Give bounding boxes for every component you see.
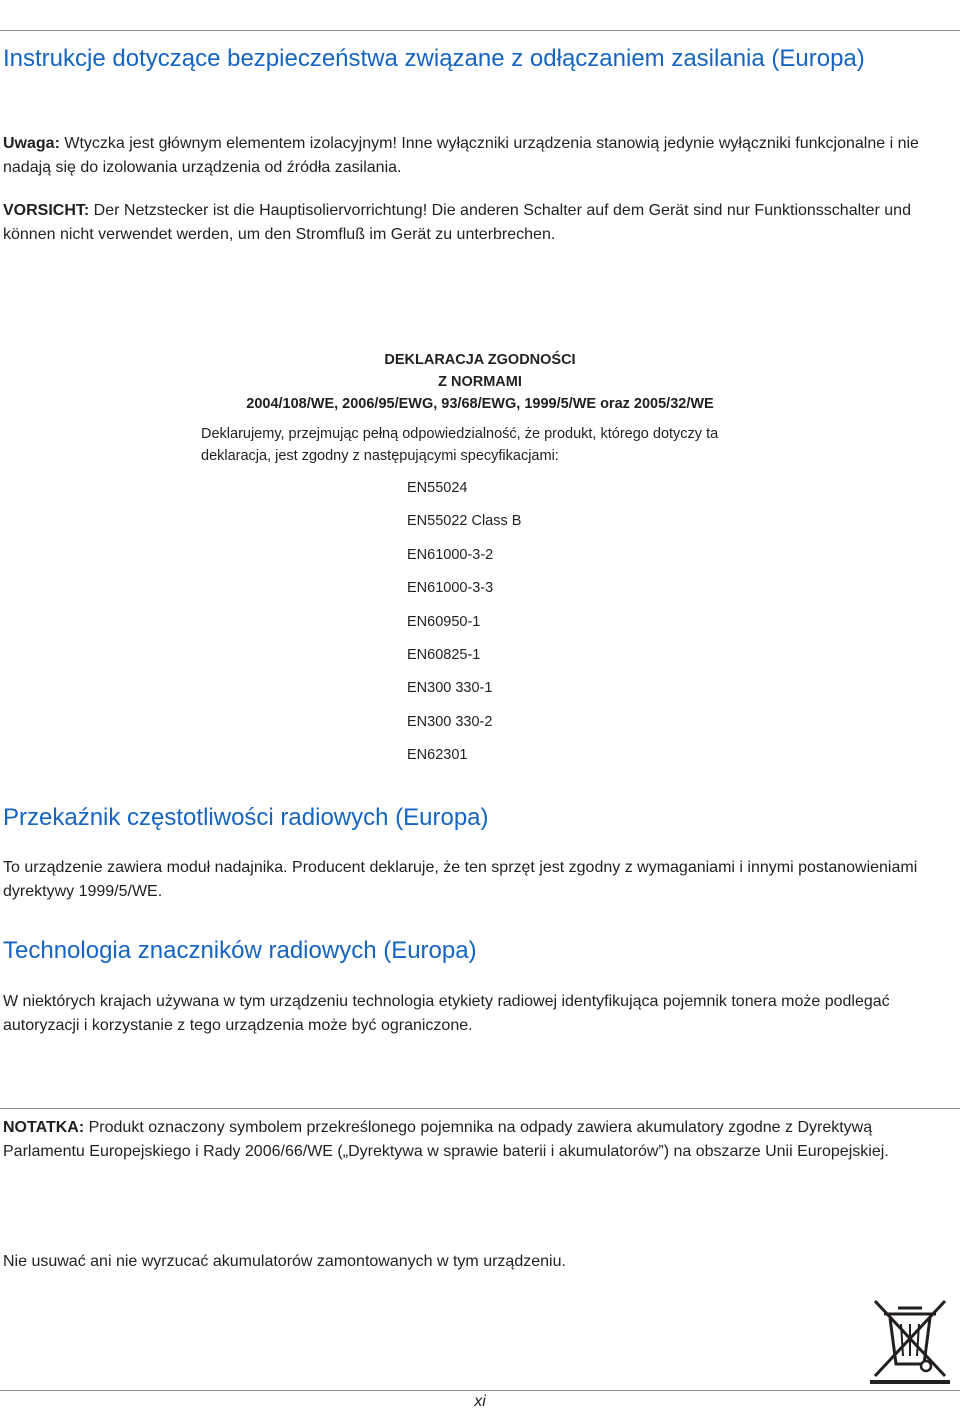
standard-item: EN62301 [407, 747, 468, 763]
declaration-subtitle: Z NORMAMI [438, 374, 522, 390]
vorsicht-text: Der Netzstecker ist die Hauptisoliervorrichtung! Die anderen Schalter auf dem Gerät sind nur Funktionsschalter und können nicht verwendet werden, um den Stromfluß im Gerät zu unterbrechen. [3, 202, 911, 243]
note-text: Produkt oznaczony symbolem przekreślonego pojemnika na odpady zawiera akumulatory zgodne z Dyrektywą Parlamentu Europejskiego i Rady 2006/66/WE („Dyrektywa w sprawie baterii i akumulatorów”) na obszarze Unii Europejskiej. [3, 1119, 889, 1160]
battery-warning: Nie usuwać ani nie wyrzucać akumulatorów zamontowanych w tym urządzeniu. [3, 1253, 566, 1270]
vorsicht-label: VORSICHT: [3, 202, 90, 219]
declaration-title: DEKLARACJA ZGODNOŚCI [384, 352, 576, 368]
uwaga-text: Wtyczka jest głównym elementem izolacyjnym! Inne wyłączniki urządzenia stanowią jedynie wyłączniki funkcjonalne i nie nadają się do izolowania urządzenia od źródła zasilania. [3, 135, 919, 176]
standard-item: EN55022 Class B [407, 513, 522, 529]
uwaga-label: Uwaga: [3, 135, 60, 152]
rf-heading: Przekaźnik częstotliwości radiowych (Europa) [3, 804, 489, 831]
note-label: NOTATKA: [3, 1119, 85, 1136]
standard-item: EN60950-1 [407, 614, 481, 630]
standard-item: EN300 330-1 [407, 680, 493, 696]
declaration-body: Deklarujemy, przejmując pełną odpowiedzialność, że produkt, którego dotyczy ta deklaracja, jest zgodny z następującymi specyfikacjami: [201, 426, 719, 464]
standard-item: EN300 330-2 [407, 714, 493, 730]
footer-rule [0, 1390, 960, 1391]
note-rule [0, 1108, 960, 1109]
rfid-heading: Technologia znaczników radiowych (Europa) [3, 937, 477, 964]
standard-item: EN61000-3-3 [407, 580, 494, 596]
safety-heading: Instrukcje dotyczące bezpieczeństwa związane z odłączaniem zasilania (Europa) [3, 45, 865, 72]
standard-item: EN60825-1 [407, 647, 481, 663]
standard-item: EN55024 [407, 480, 468, 496]
vorsicht-paragraph [3, 199, 958, 247]
uwaga-paragraph [3, 132, 958, 180]
note-paragraph [3, 1116, 958, 1164]
rfid-paragraph: W niektórych krajach używana w tym urządzeniu technologia etykiety radiowej identyfikująca pojemnik tonera może podlegać autoryzacji i korzystanie z tego urządzenia może być ograniczone. [3, 993, 890, 1034]
page-number: xi [474, 1393, 486, 1410]
rf-paragraph: To urządzenie zawiera moduł nadajnika. Producent deklaruje, że ten sprzęt jest zgodny z wymaganiami i innymi postanowieniami dyrektywy 1999/5/WE. [3, 859, 918, 900]
declaration-directives: 2004/108/WE, 2006/95/EWG, 93/68/EWG, 1999/5/WE oraz 2005/32/WE [246, 396, 714, 412]
crossed-out-wheelie-bin-icon [870, 1296, 950, 1384]
top-rule [0, 30, 960, 31]
standard-item: EN61000-3-2 [407, 547, 494, 563]
